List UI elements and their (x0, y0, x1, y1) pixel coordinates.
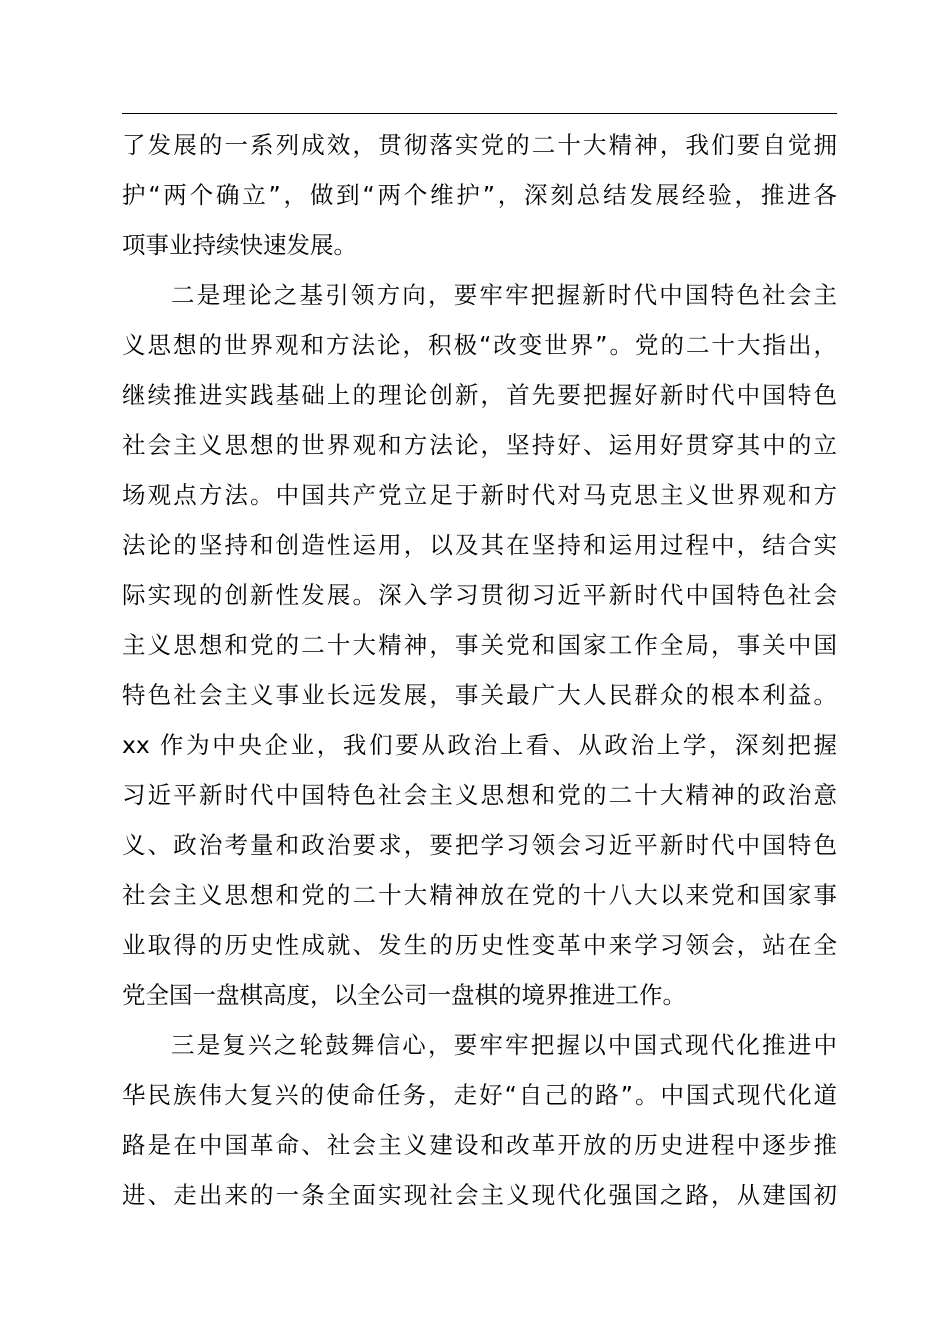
text-line: 场观点方法。中国共产党立足于新时代对马克思主义世界观和方 (122, 481, 837, 509)
text-line: 进、走出来的一条全面实现社会主义现代化强国之路，从建国初 (122, 1181, 837, 1209)
text-line: 习近平新时代中国特色社会主义思想和党的二十大精神的政治意 (122, 781, 837, 809)
text-line: 义、政治考量和政治要求，要把学习领会习近平新时代中国特色 (122, 831, 837, 859)
text-line: 了发展的一系列成效，贯彻落实党的二十大精神，我们要自觉拥 (122, 131, 837, 159)
paragraph (122, 1020, 837, 1220)
document-body (122, 120, 837, 1220)
paragraph (122, 270, 837, 1020)
text-line: 社会主义思想和党的二十大精神放在党的十八大以来党和国家事 (122, 881, 837, 909)
text-line: 二是理论之基引领方向，要牢牢把握新时代中国特色社会主 (171, 281, 837, 309)
text-line: 华民族伟大复兴的使命任务，走好“自己的路”。中国式现代化道 (122, 1081, 837, 1109)
text-line: 际实现的创新性发展。深入学习贯彻习近平新时代中国特色社会 (122, 581, 837, 609)
header-rule (122, 113, 837, 114)
paragraph (122, 120, 837, 270)
text-line: 法论的坚持和创造性运用，以及其在坚持和运用过程中，结合实 (122, 531, 837, 559)
text-line: 项事业持续快速发展。 (122, 231, 357, 259)
text-line: 主义思想和党的二十大精神，事关党和国家工作全局，事关中国 (122, 631, 837, 659)
text-line: xx 作为中央企业，我们要从政治上看、从政治上学，深刻把握 (122, 731, 837, 759)
text-line: 义思想的世界观和方法论，积极“改变世界”。党的二十大指出， (122, 331, 837, 359)
text-line: 党全国一盘棋高度，以全公司一盘棋的境界推进工作。 (122, 981, 686, 1009)
text-line: 业取得的历史性成就、发生的历史性变革中来学习领会，站在全 (122, 931, 837, 959)
text-line: 社会主义思想的世界观和方法论，坚持好、运用好贯穿其中的立 (122, 431, 837, 459)
text-line: 特色社会主义事业长远发展，事关最广大人民群众的根本利益。 (122, 681, 837, 709)
text-line: 三是复兴之轮鼓舞信心，要牢牢把握以中国式现代化推进中 (171, 1031, 837, 1059)
text-line: 路是在中国革命、社会主义建设和改革开放的历史进程中逐步推 (122, 1131, 837, 1159)
text-line: 继续推进实践基础上的理论创新，首先要把握好新时代中国特色 (122, 381, 837, 409)
text-line: 护“两个确立”，做到“两个维护”，深刻总结发展经验，推进各 (122, 181, 837, 209)
